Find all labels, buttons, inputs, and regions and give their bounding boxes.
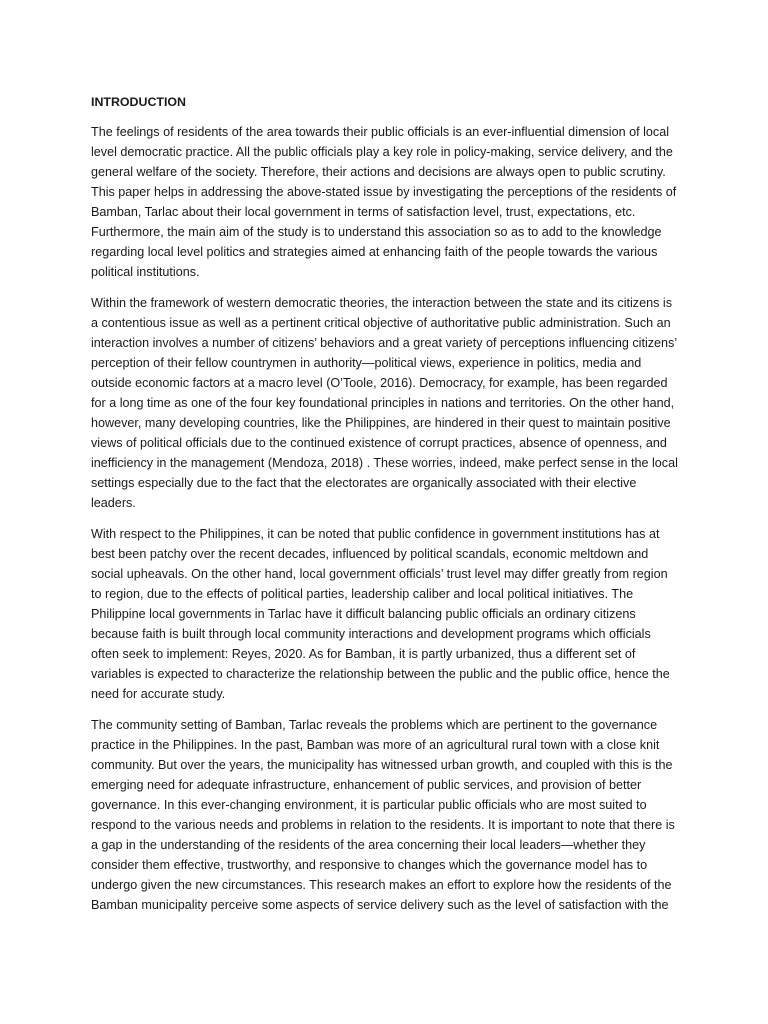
paragraph: Within the framework of western democratic theories, the interaction between the state and its citizens is a contentious issue as well as a pertinent critical objective of authoritative public administration. Such an interaction involves a number of citizens’ behaviors and a great variety of perceptions influencing citizens’ perception of their fellow countrymen in authority—political views, experience in politics, media and outside economic factors at a macro level (O’Toole, 2016). Democracy, for example, has been regarded for a long time as one of the four key foundational principles in nations and territories. On the other hand, however, many developing countries, like the Philippines, are hindered in their quest to maintain positive views of political officials due to the continued existence of corrupt practices, absence of openness, and inefficiency in the management (Mendoza, 2018) . These worries, indeed, make perfect sense in the local settings especially due to the fact that the electorates are organically associated with their elective leaders.: [91, 296, 678, 510]
document-body: [91, 93, 681, 926]
section-heading: INTRODUCTION: [91, 95, 186, 109]
paragraph: The feelings of residents of the area towards their public officials is an ever-influential dimension of local level democratic practice. All the public officials play a key role in policy-making, service delivery, and the general welfare of the society. Therefore, their actions and decisions are always open to public scrutiny. This paper helps in addressing the above-stated issue by investigating the perceptions of the residents of Bamban, Tarlac about their local government in terms of satisfaction level, trust, expectations, etc. Furthermore, the main aim of the study is to understand this association so as to add to the knowledge regarding local level politics and strategies aimed at enhancing faith of the people towards the various political institutions.: [91, 125, 677, 279]
paragraph: With respect to the Philippines, it can be noted that public confidence in government institutions has at best been patchy over the recent decades, influenced by political scandals, economic meltdown and social upheavals. On the other hand, local government officials’ trust level may differ greatly from region to region, due to the effects of political parties, leadership caliber and local political initiatives. The Philippine local governments in Tarlac have it difficult balancing public officials an ordinary citizens because faith is built through local community interactions and development programs which officials often seek to implement: Reyes, 2020. As for Bamban, it is partly urbanized, thus a different set of variables is expected to characterize the relationship between the public and the public office, hence the need for accurate study.: [91, 527, 670, 701]
paragraph: The community setting of Bamban, Tarlac reveals the problems which are pertinent to the governance practice in the Philippines. In the past, Bamban was more of an agricultural rural town with a close knit community. But over the years, the municipality has witnessed urban growth, and coupled with this is the emerging need for adequate infrastructure, enhancement of public services, and provision of better governance. In this ever-changing environment, it is particular public officials who are most suited to respond to the various needs and problems in relation to the residents. It is important to note that there is a gap in the understanding of the residents of the area concerning their local leaders—whether they consider them effective, trustworthy, and responsive to changes which the governance model has to undergo given the new circumstances. This research makes an effort to explore how the residents of the Bamban municipality perceive some aspects of service delivery such as the level of satisfaction with the: [91, 718, 675, 912]
